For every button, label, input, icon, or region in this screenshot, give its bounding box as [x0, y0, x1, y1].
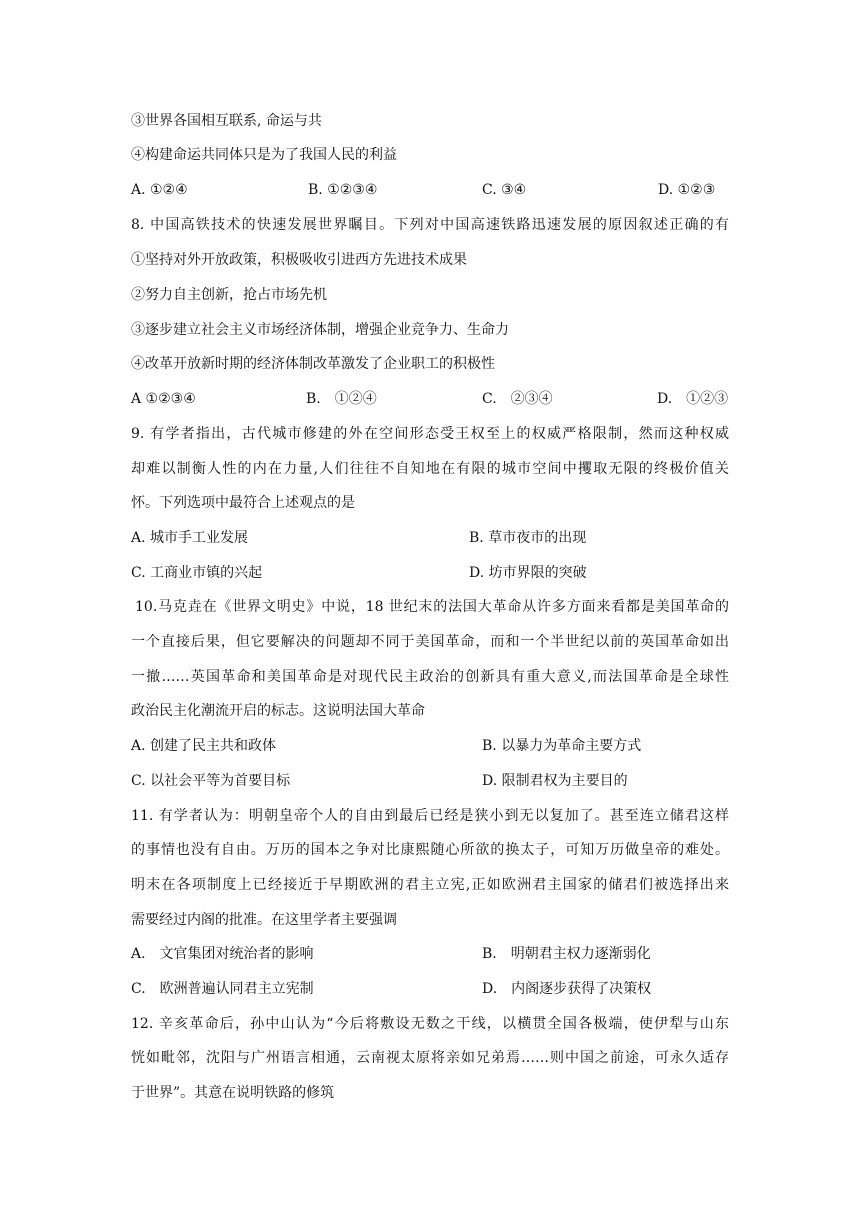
- q7-option-a: A. ①②④: [131, 182, 188, 198]
- q11-options-row-1: [131, 944, 729, 964]
- q8-option-b: B. ①②④: [306, 391, 377, 407]
- q10-option-a: A. 创建了民主共和政体: [131, 738, 277, 754]
- q9-option-c: C. 工商业市镇的兴起: [131, 565, 263, 581]
- q8-option-c: C. ②③④: [482, 391, 553, 407]
- q9-options-row-1: [131, 528, 729, 548]
- q9-options-row-2: [131, 563, 729, 583]
- q10-option-b: B. 以暴力为革命主要方式: [482, 738, 642, 754]
- q11-stem-line-3: 明末在各项制度上已经接近于早期欧洲的君主立宪,正如欧洲君主国家的储君们被选择出来: [131, 877, 729, 893]
- q11-option-b: B. 明朝君主权力逐渐弱化: [482, 946, 651, 962]
- q12-stem-line-3: 于世界”。其意在说明铁路的修筑: [131, 1085, 335, 1101]
- q12-stem-line-2: 恍如毗邻，沈阳与广州语言相通，云南视太原将亲如兄弟焉……则中国之前途，可永久适存: [131, 1050, 729, 1066]
- q11-stem-line-4: 需要经过内阁的批准。在这里学者主要强调: [131, 912, 397, 928]
- q8-option-a: A ①②③④: [131, 391, 196, 407]
- q10-options-row-1: [131, 736, 729, 756]
- q11-option-a: A. 文官集团对统治者的影响: [131, 946, 314, 962]
- q8-statement-4: ④改革开放新时期的经济体制改革激发了企业职工的积极性: [131, 356, 495, 372]
- q8-options: [131, 389, 729, 409]
- q9-stem-line-2: 却难以制衡人性的内在力量,人们往往不自知地在有限的城市空间中攫取无限的终极价值关: [131, 461, 729, 477]
- q7-option-c: C. ③④: [482, 182, 527, 198]
- q11-option-c: C. 欧洲普遍认同君主立宪制: [131, 981, 314, 997]
- q9-option-d: D. 坊市界限的突破: [469, 565, 587, 581]
- q12-stem-line-1: 12. 辛亥革命后，孙中山认为“今后将敷设无数之干线，以横贯全国各极端，使伊犁与山东: [131, 1016, 729, 1032]
- q11-option-d: D. 内阁逐步获得了决策权: [482, 981, 652, 997]
- q10-stem-line-4: 政治民主化潮流开启的标志。这说明法国大革命: [131, 703, 425, 719]
- q9-stem-line-3: 怀。下列选项中最符合上述观点的是: [131, 495, 355, 511]
- q8-statement-1: ①坚持对外开放政策，积极吸收引进西方先进技术成果: [131, 252, 467, 268]
- q11-stem-line-2: 的事情也没有自由。万历的国本之争对比康熙随心所欲的换太子，可知万历做皇帝的难处。: [131, 842, 729, 858]
- q8-option-d: D. ①②③: [657, 391, 729, 407]
- q10-option-c: C. 以社会平等为首要目标: [131, 773, 291, 789]
- statement-4: ④构建命运共同体只是为了我国人民的利益: [131, 147, 397, 163]
- q9-option-a: A. 城市手工业发展: [131, 530, 249, 546]
- q11-options-row-2: [131, 979, 729, 999]
- q8-statement-3: ③逐步建立社会主义市场经济体制，增强企业竞争力、生命力: [131, 322, 509, 338]
- q7-options: [131, 180, 729, 200]
- q7-option-b: B. ①②③④: [308, 182, 378, 198]
- statement-3: ③世界各国相互联系, 命运与共: [131, 113, 322, 129]
- q9-stem-line-1: 9. 有学者指出，古代城市修建的外在空间形态受王权至上的权威严格限制，然而这种权威: [131, 426, 729, 442]
- q7-option-d: D. ①②③: [658, 182, 716, 198]
- q10-stem-line-1: 10.马克垚在《世界文明史》中说，18 世纪末的法国大革命从许多方面来看都是美国革命的: [135, 599, 729, 615]
- q10-option-d: D. 限制君权为主要目的: [482, 773, 628, 789]
- q10-options-row-2: [131, 771, 729, 791]
- q10-stem-line-3: 一撤……英国革命和美国革命是对现代民主政治的创新具有重大意义,而法国革命是全球性: [131, 669, 729, 685]
- q8-stem: 8. 中国高铁技术的快速发展世界瞩目。下列对中国高速铁路迅速发展的原因叙述正确的有: [131, 217, 729, 233]
- q11-stem-line-1: 11. 有学者认为：明朝皇帝个人的自由到最后已经是狭小到无以复加了。甚至连立储君这样: [131, 808, 729, 824]
- q9-option-b: B. 草市夜市的出现: [469, 530, 587, 546]
- q10-stem-line-2: 一个直接后果，但它要解决的问题却不同于美国革命，而和一个半世纪以前的英国革命如出: [131, 634, 729, 650]
- q8-statement-2: ②努力自主创新，抢占市场先机: [131, 287, 327, 303]
